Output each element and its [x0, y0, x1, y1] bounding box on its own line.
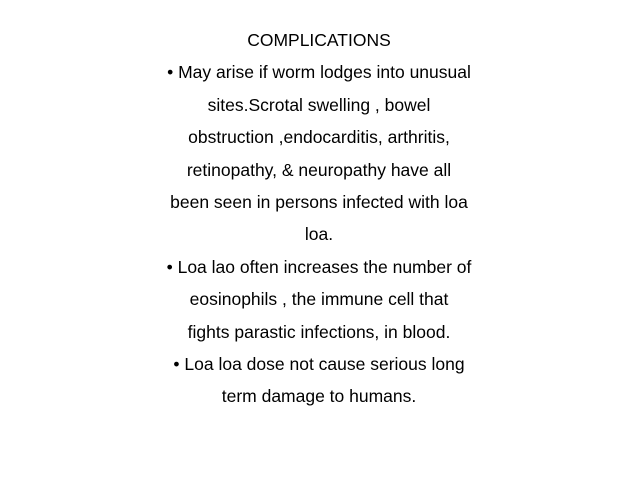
text-line: obstruction ,endocarditis, arthritis,	[188, 127, 450, 148]
text-line: • Loa lao often increases the number of	[166, 256, 472, 277]
text-line: fights parastic infections, in blood.	[187, 321, 451, 342]
slide-title: COMPLICATIONS	[247, 30, 391, 50]
text-block	[130, 24, 508, 413]
text-line: sites.Scrotal swelling , bowel	[207, 94, 431, 115]
text-line: • May arise if worm lodges into unusual	[167, 62, 471, 83]
text-line: retinopathy, & neuropathy have all	[186, 159, 452, 180]
text-line: been seen in persons infected with loa	[170, 192, 468, 213]
text-line: term damage to humans.	[221, 386, 417, 407]
text-line: loa.	[304, 224, 334, 245]
text-line: • Loa loa dose not cause serious long	[173, 354, 465, 375]
text-line: eosinophils , the immune cell that	[189, 289, 449, 310]
